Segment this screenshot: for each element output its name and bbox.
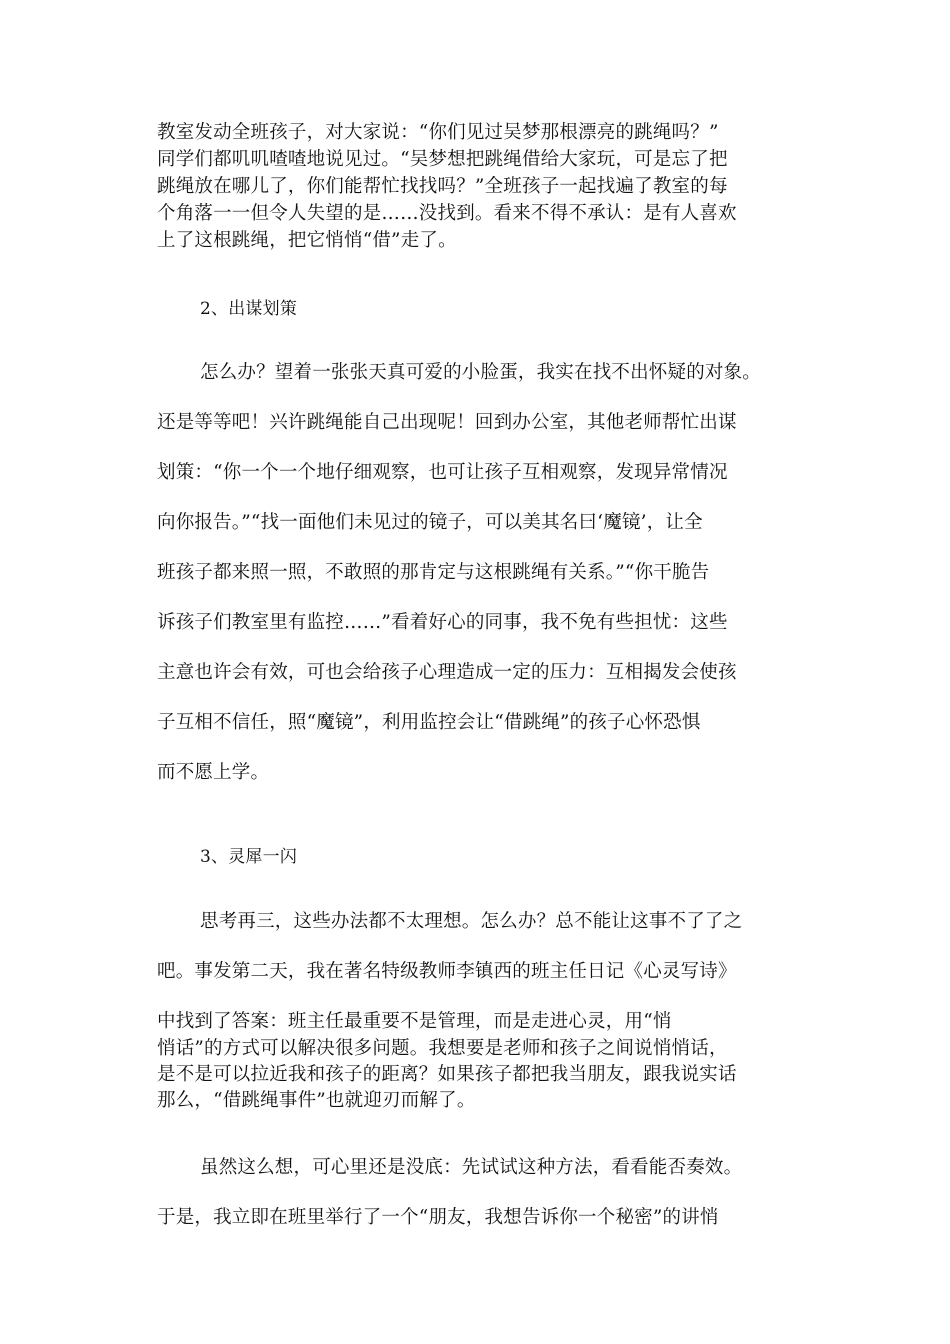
text-line: 班孩子都来照一照，不敢照的那肯定与这根跳绳有关系。”“你干脆告 (157, 562, 710, 583)
text-line: 而不愿上学。 (157, 762, 270, 783)
text-line: 向你报告。”“找一面他们未见过的镜子，可以美其名曰‘魔镜’，让全 (157, 512, 703, 533)
text-line: 还是等等吧！兴许跳绳能自己出现呢！回到办公室，其他老师帮忙出谋 (157, 412, 737, 433)
section-heading: 3、灵犀一闪 (200, 847, 298, 867)
text-line: 上了这根跳绳，把它悄悄“借”走了。 (157, 230, 457, 251)
text-line: 中找到了答案：班主任最重要不是管理，而是走进心灵，用“悄 (157, 1011, 672, 1032)
text-line: 诉孩子们教室里有监控……”看着好心的同事，我不免有些担忧：这些 (157, 612, 728, 633)
section-heading: 2、出谋划策 (200, 299, 298, 319)
text-line: 划策：“你一个一个地仔细观察，也可让孩子互相观察，发现异常情况 (157, 462, 728, 483)
text-line: 那么，“借跳绳事件”也就迎刃而解了。 (157, 1090, 476, 1111)
text-line: 主意也许会有效，可也会给孩子心理造成一定的压力：互相揭发会使孩 (157, 662, 737, 683)
text-line: 同学们都叽叽喳喳地说见过。“吴梦想把跳绳借给大家玩，可是忘了把 (157, 149, 728, 170)
text-line: 悄话”的方式可以解决很多问题。我想要是老师和孩子之间说悄悄话， (157, 1038, 728, 1059)
text-line: 教室发动全班孩子，对大家说：“你们见过吴梦那根漂亮的跳绳吗？” (157, 122, 719, 143)
text-line: 虽然这么想，可心里还是没底：先试试这种方法，看看能否奏效。 (200, 1157, 743, 1178)
text-line: 怎么办？望着一张张天真可爱的小脸蛋，我实在找不出怀疑的对象。 (200, 362, 762, 383)
text-line: 于是，我立即在班里举行了一个“朋友，我想告诉你一个秘密”的讲悄 (157, 1207, 719, 1228)
text-line: 跳绳放在哪儿了，你们能帮忙找找吗？”全班孩子一起找遍了教室的每 (157, 176, 728, 197)
text-line: 吧。事发第二天，我在著名特级教师李镇西的班主任日记《心灵写诗》 (157, 961, 737, 982)
text-line: 是不是可以拉近我和孩子的距离？如果孩子都把我当朋友，跟我说实话 (157, 1064, 737, 1085)
text-line: 个角落一一但令人失望的是……没找到。看来不得不承认：是有人喜欢 (157, 203, 737, 224)
text-line: 思考再三，这些办法都不太理想。怎么办？总不能让这事不了了之 (200, 911, 743, 932)
text-line: 子互相不信任，照“魔镜”，利用监控会让“借跳绳”的孩子心怀恐惧 (157, 712, 701, 733)
